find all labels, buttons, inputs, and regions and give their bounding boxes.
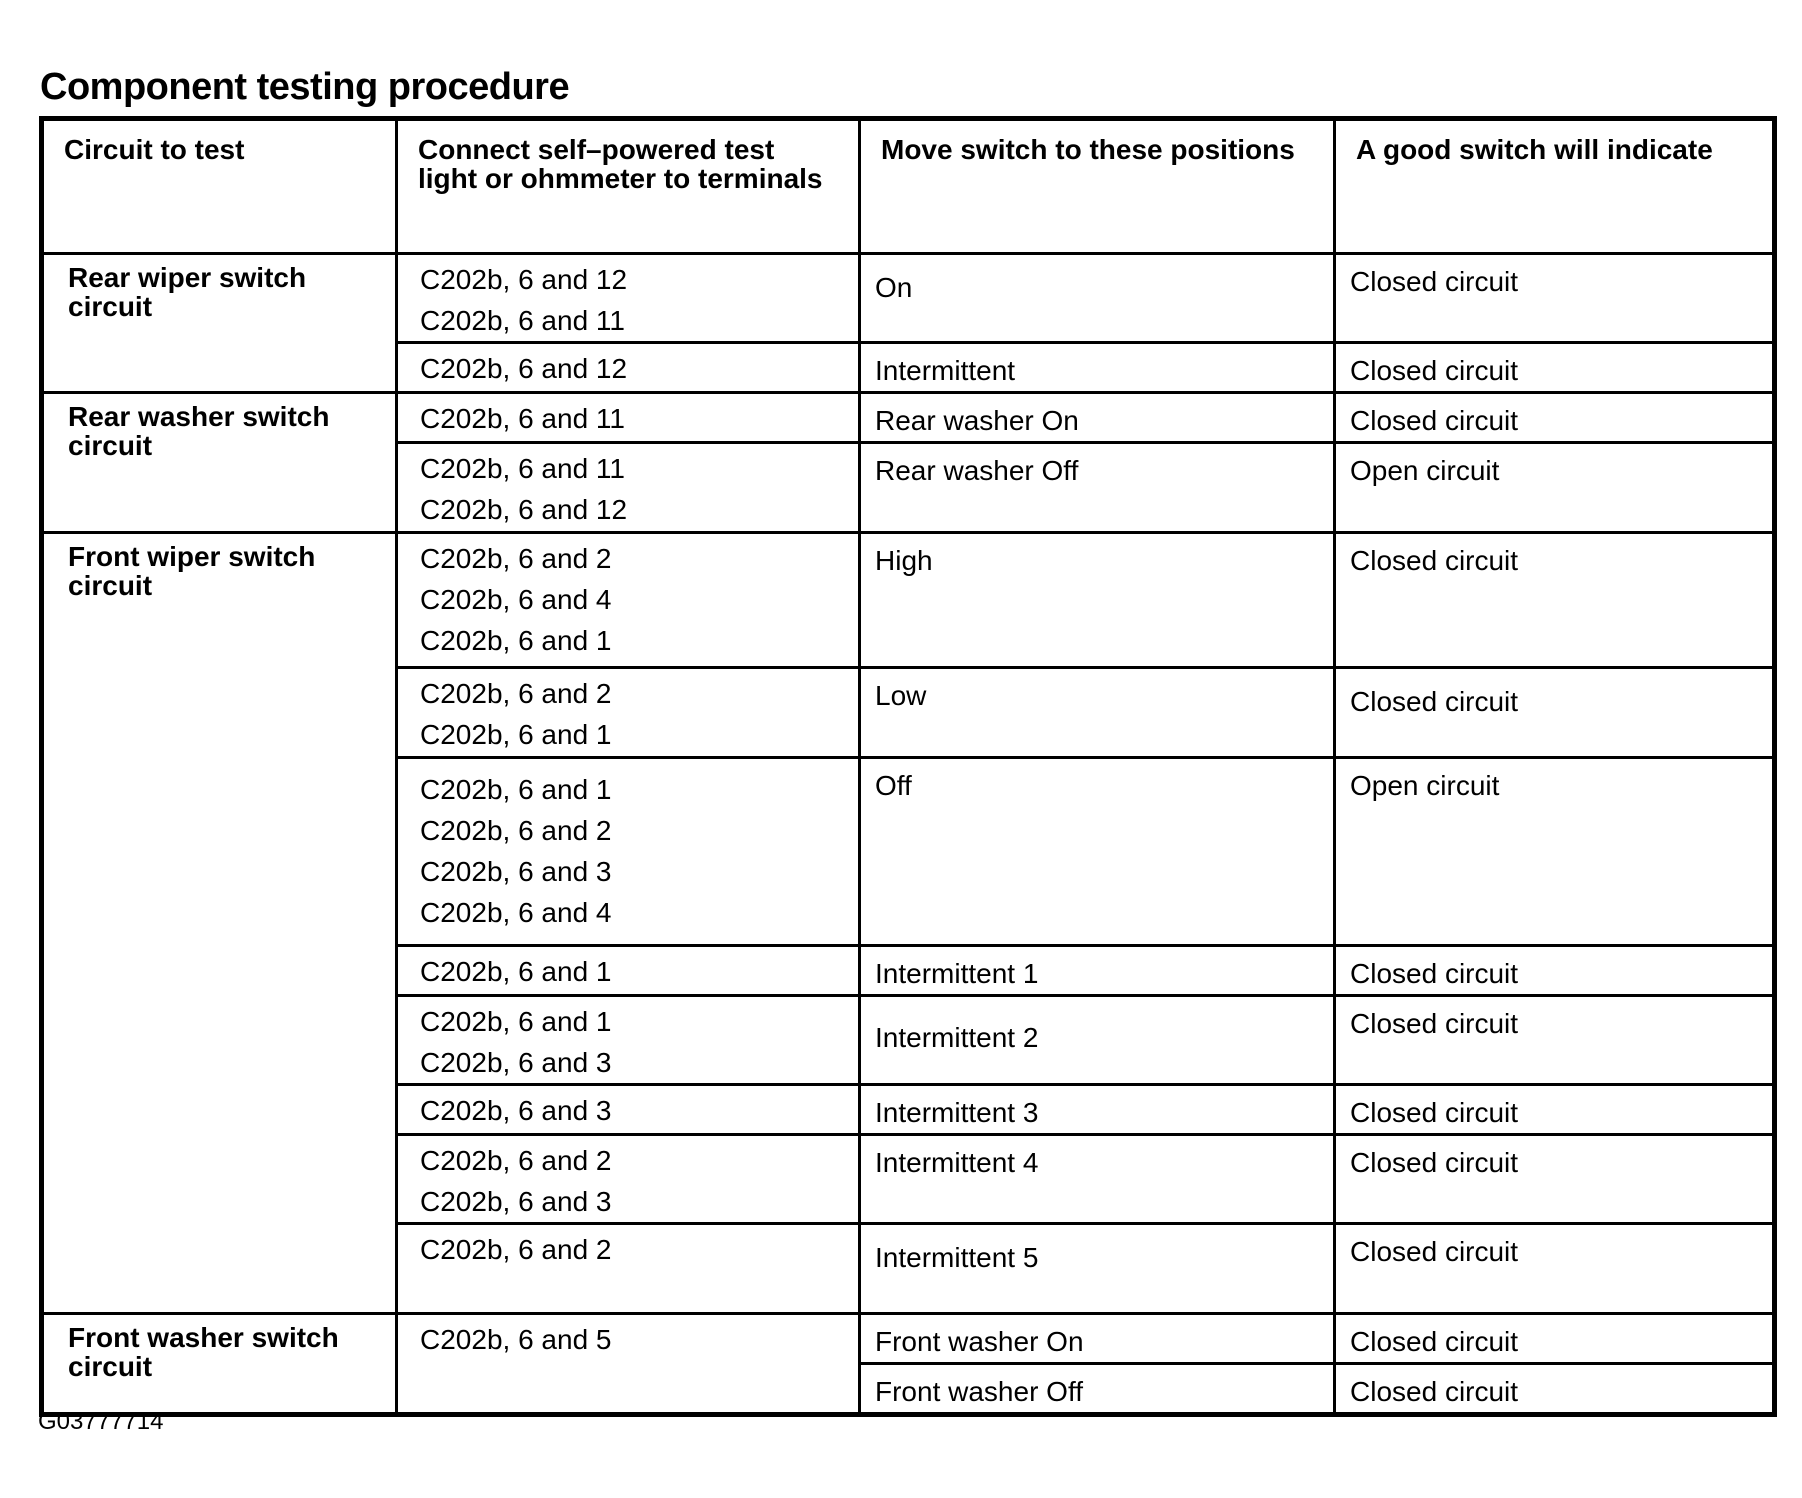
terminal-pair: C202b, 6 and 1 [420, 625, 612, 656]
terminals-cell [397, 254, 860, 343]
header-positions: Move switch to these positions [860, 119, 1335, 254]
terminal-pair: C202b, 6 and 3 [420, 1186, 612, 1217]
testing-table [39, 116, 1777, 1417]
result-cell: Closed circuit [1335, 1364, 1775, 1415]
terminals-cell [397, 443, 860, 533]
terminals-cell [397, 1224, 860, 1314]
result-cell: Closed circuit [1335, 946, 1775, 996]
terminal-pair: C202b, 6 and 4 [420, 897, 612, 928]
figure-id: G03777714 [38, 1408, 164, 1435]
result-cell: Closed circuit [1335, 393, 1775, 443]
terminals-cell [397, 1085, 860, 1135]
terminal-pair: C202b, 6 and 11 [420, 453, 625, 484]
terminal-pair: C202b, 6 and 1 [420, 774, 612, 805]
result-cell: Closed circuit [1335, 343, 1775, 393]
terminals-cell [397, 1314, 860, 1415]
terminals-cell [397, 996, 860, 1085]
result-cell: Closed circuit [1335, 668, 1775, 758]
terminals-cell [397, 946, 860, 996]
terminal-pair: C202b, 6 and 12 [420, 264, 628, 295]
table-row [42, 533, 1775, 668]
terminal-pair: C202b, 6 and 2 [420, 543, 612, 574]
table-row [42, 1314, 1775, 1364]
terminal-pair: C202b, 6 and 12 [420, 494, 628, 525]
position-cell: Intermittent 4 [860, 1135, 1335, 1224]
position-cell: Front washer On [860, 1314, 1335, 1364]
result-cell: Closed circuit [1335, 1135, 1775, 1224]
result-cell: Closed circuit [1335, 254, 1775, 343]
terminal-pair: C202b, 6 and 1 [420, 956, 612, 987]
terminal-pair: C202b, 6 and 2 [420, 1145, 612, 1176]
table-row [42, 254, 1775, 343]
position-cell: Intermittent 2 [860, 996, 1335, 1085]
position-cell: High [860, 533, 1335, 668]
terminal-pair: C202b, 6 and 12 [420, 353, 628, 384]
position-cell: Intermittent 3 [860, 1085, 1335, 1135]
terminals-cell [397, 533, 860, 668]
page-title: Component testing procedure [40, 66, 570, 108]
terminal-pair: C202b, 6 and 5 [420, 1324, 612, 1355]
result-cell: Open circuit [1335, 443, 1775, 533]
table-row [42, 393, 1775, 443]
header-terminals: Connect self–powered test light or ohmmeter to terminals [397, 119, 860, 254]
terminal-pair: C202b, 6 and 11 [420, 403, 625, 434]
circuit-front-wiper: Front wiper switch circuit [42, 533, 397, 1314]
position-cell: Intermittent 1 [860, 946, 1335, 996]
terminals-cell [397, 668, 860, 758]
position-cell: Intermittent 5 [860, 1224, 1335, 1314]
terminal-pair: C202b, 6 and 4 [420, 584, 612, 615]
header-circuit: Circuit to test [42, 119, 397, 254]
result-cell: Closed circuit [1335, 533, 1775, 668]
terminals-cell [397, 343, 860, 393]
position-cell: On [860, 254, 1335, 343]
position-cell: Rear washer Off [860, 443, 1335, 533]
terminal-pair: C202b, 6 and 2 [420, 815, 612, 846]
position-cell: Front washer Off [860, 1364, 1335, 1415]
result-cell: Closed circuit [1335, 1224, 1775, 1314]
header-indication: A good switch will indicate [1335, 119, 1775, 254]
result-cell: Open circuit [1335, 758, 1775, 946]
terminal-pair: C202b, 6 and 2 [420, 1234, 612, 1265]
result-cell: Closed circuit [1335, 996, 1775, 1085]
position-cell: Low [860, 668, 1335, 758]
terminal-pair: C202b, 6 and 2 [420, 678, 612, 709]
position-cell: Intermittent [860, 343, 1335, 393]
position-cell: Rear washer On [860, 393, 1335, 443]
result-cell: Closed circuit [1335, 1085, 1775, 1135]
terminals-cell [397, 393, 860, 443]
header-row [42, 119, 1775, 254]
circuit-rear-wiper: Rear wiper switch circuit [42, 254, 397, 393]
terminal-pair: C202b, 6 and 3 [420, 1047, 612, 1078]
terminal-pair: C202b, 6 and 3 [420, 856, 612, 887]
circuit-rear-washer: Rear washer switch circuit [42, 393, 397, 533]
position-cell: Off [860, 758, 1335, 946]
terminal-pair: C202b, 6 and 3 [420, 1095, 612, 1126]
terminal-pair: C202b, 6 and 1 [420, 1006, 612, 1037]
terminal-pair: C202b, 6 and 1 [420, 719, 612, 750]
terminals-cell [397, 1135, 860, 1224]
terminals-cell [397, 758, 860, 946]
terminal-pair: C202b, 6 and 11 [420, 305, 625, 336]
result-cell: Closed circuit [1335, 1314, 1775, 1364]
circuit-front-washer: Front washer switch circuit [42, 1314, 397, 1415]
